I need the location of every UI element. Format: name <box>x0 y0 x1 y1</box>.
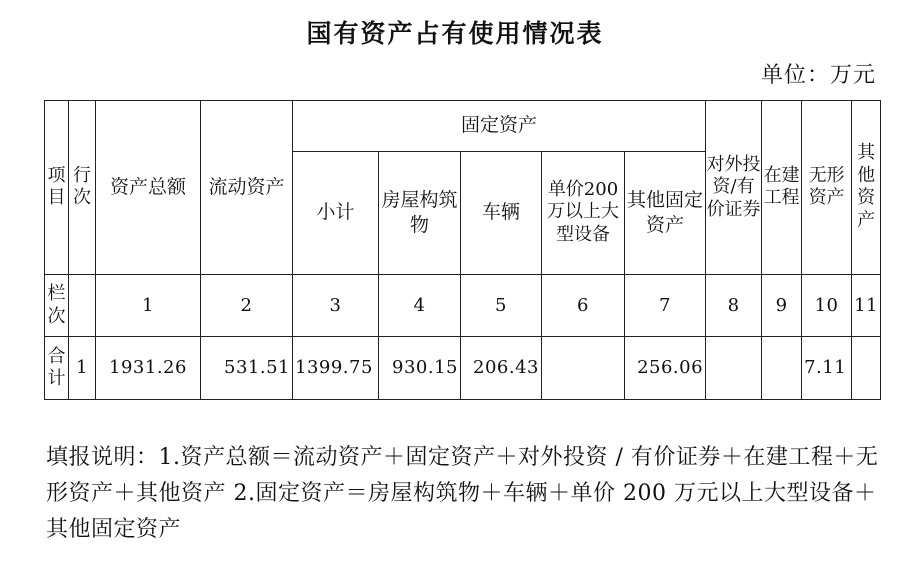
table-cell <box>852 337 881 400</box>
header-vehicles: 车辆 <box>461 151 542 274</box>
table-cell: 11 <box>852 274 881 337</box>
table-cell: 3 <box>293 274 379 337</box>
table-cell: 1399.75 <box>293 337 379 400</box>
table-cell: 1 <box>96 274 201 337</box>
table-cell <box>542 337 625 400</box>
header-total-assets: 资产总额 <box>96 101 201 275</box>
filling-instructions: 填报说明：1.资产总额＝流动资产＋固定资产＋对外投资 / 有价证券＋在建工程＋无形资产＋其他资产 2.固定资产＝房屋构筑物＋车辆＋单价 200 万元以上大型设备＋其他固定资产 <box>46 445 879 542</box>
table-cell: 10 <box>802 274 852 337</box>
header-intangible: 无形资产 <box>802 101 852 275</box>
table-cell: 2 <box>201 274 293 337</box>
table-cell: 5 <box>461 274 542 337</box>
header-row-no: 行次 <box>69 101 96 275</box>
header-other-assets: 其他资产 <box>852 101 881 275</box>
table-cell: 8 <box>706 274 762 337</box>
header-buildings: 房屋构筑物 <box>379 151 461 274</box>
table-cell: 930.15 <box>379 337 461 400</box>
table-cell: 206.43 <box>461 337 542 400</box>
table-cell: 1931.26 <box>96 337 201 400</box>
header-row-1 <box>45 101 881 152</box>
table-cell: 7 <box>625 274 706 337</box>
page-title: 国有资产占有使用情况表 <box>306 19 604 48</box>
column-index-row <box>45 274 881 337</box>
header-fixed-assets-group: 固定资产 <box>293 101 706 152</box>
header-item: 项目 <box>45 101 69 275</box>
table-cell: 4 <box>379 274 461 337</box>
row-number: 1 <box>69 337 96 400</box>
row-label: 合计 <box>45 337 69 400</box>
header-subtotal: 小计 <box>293 151 379 274</box>
table-cell: 531.51 <box>201 337 293 400</box>
header-other-fixed: 其他固定资产 <box>625 151 706 274</box>
row-number <box>69 274 96 337</box>
table-cell: 6 <box>542 274 625 337</box>
table-cell: 7.11 <box>802 337 852 400</box>
row-label: 栏次 <box>45 274 69 337</box>
header-construction: 在建工程 <box>762 101 802 275</box>
table-cell: 9 <box>762 274 802 337</box>
total-row <box>45 337 881 400</box>
header-external-investment: 对外投资/有价证券 <box>706 101 762 275</box>
table-cell <box>762 337 802 400</box>
header-current-assets: 流动资产 <box>201 101 293 275</box>
asset-table <box>44 100 881 400</box>
table-cell <box>706 337 762 400</box>
unit-label: 单位：万元 <box>760 63 876 88</box>
table-cell: 256.06 <box>625 337 706 400</box>
header-large-equipment: 单价200万以上大型设备 <box>542 151 625 274</box>
